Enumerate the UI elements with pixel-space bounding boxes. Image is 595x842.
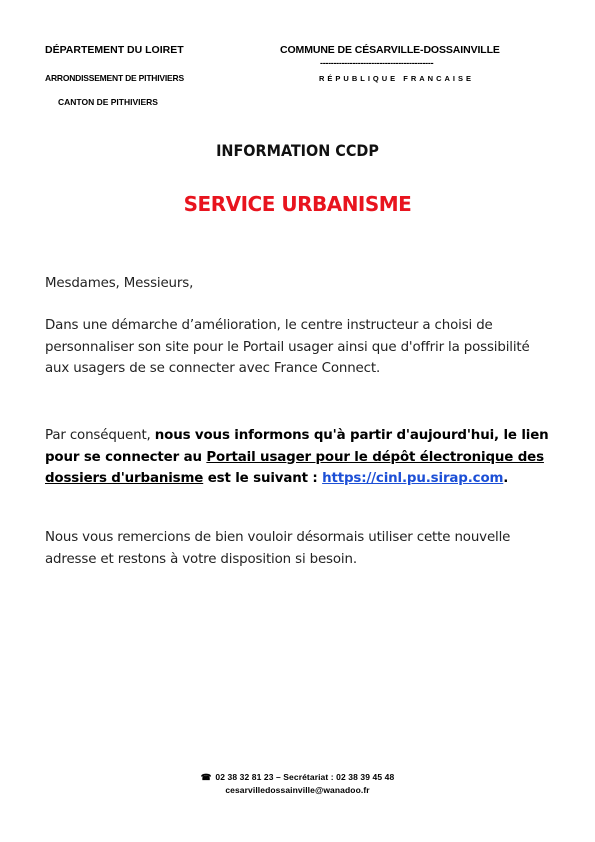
- greeting: Mesdames, Messieurs,: [45, 276, 194, 291]
- p2-bold-suffix: est le suivant :: [203, 471, 323, 486]
- information-title: INFORMATION CCDP: [216, 141, 379, 160]
- p2-intro: Par conséquent,: [45, 428, 155, 443]
- commune-label: COMMUNE DE CÉSARVILLE-DOSSAINVILLE: [280, 44, 500, 56]
- paragraph-thanks: Nous vous remercions de bien vouloir désormais utiliser cette nouvelle adresse et restons à votre disposition si besoin.: [45, 530, 511, 567]
- footer-contact: [0, 771, 595, 796]
- department-label: DÉPARTEMENT DU LOIRET: [45, 44, 184, 56]
- phone-icon: ☎: [200, 772, 212, 782]
- p2-bold-text: nous vous informons qu'à partir d'aujourd'hui, le lien pour se connecter au: [45, 428, 549, 465]
- p2-period: .: [503, 471, 509, 486]
- canton-label: CANTON DE PITHIVIERS: [58, 97, 158, 107]
- footer-phone-line: [0, 771, 595, 784]
- paragraph-improvement: Dans une démarche d’amélioration, le centre instructeur a choisi de personnaliser son site pour le Portail usager ainsi que d'offrir la possibilité aux usagers de se connecter avec France Connect.: [45, 318, 530, 376]
- service-title: SERVICE URBANISME: [183, 192, 412, 216]
- header-rule: ------------------------------------------: [320, 58, 434, 68]
- portal-url-link[interactable]: https://cinl.pu.sirap.com: [322, 471, 504, 486]
- paragraph-portal-link: [45, 425, 555, 490]
- footer-email: cesarvilledossainville@wanadoo.fr: [225, 784, 370, 795]
- arrondissement-label: ARRONDISSEMENT DE PITHIVIERS: [45, 73, 184, 83]
- portal-name-underlined: Portail usager pour le dépôt électronique des dossiers d'urbanisme: [45, 449, 544, 486]
- republic-label: RÉPUBLIQUE FRANCAISE: [319, 74, 475, 83]
- footer-phone-numbers: 02 38 32 81 23 – Secrétariat : 02 38 39 45 48: [215, 772, 395, 782]
